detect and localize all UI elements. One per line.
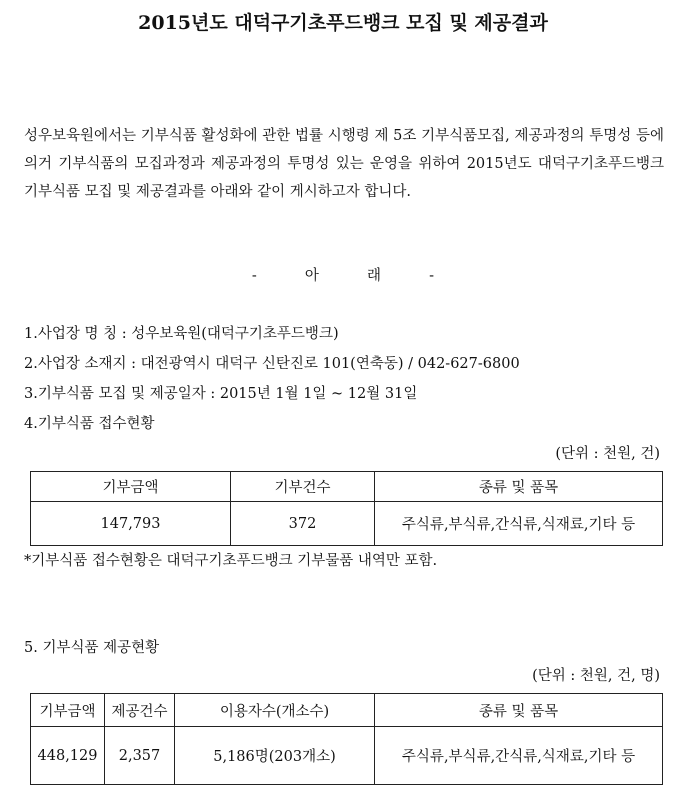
provision-cell-items: 주식류,부식류,간식류,식재료,기타 등 <box>375 727 663 785</box>
document-title: 2015년도 대덕구기초푸드뱅크 모집 및 제공결과 <box>138 12 548 34</box>
provision-header-count: 제공건수 <box>105 694 175 727</box>
item-period: 3.기부식품 모집 및 제공일자 : 2015년 1월 1일 ~ 12월 31일 <box>24 386 418 402</box>
item-provision-heading: 5. 기부식품 제공현황 <box>24 640 160 656</box>
receipt-unit-label: (단위 : 천원, 건) <box>555 446 660 462</box>
item-business-address: 2.사업장 소재지 : 대전광역시 대덕구 신탄진로 101(연축동) / 042-627-6800 <box>24 356 520 372</box>
provision-cell-users: 5,186명(203개소) <box>175 727 375 785</box>
provision-cell-amount: 448,129 <box>31 727 105 785</box>
receipt-cell-amount: 147,793 <box>31 502 231 546</box>
provision-header-amount: 기부금액 <box>31 694 105 727</box>
receipt-header-items: 종류 및 품목 <box>375 472 663 502</box>
receipt-header-amount: 기부금액 <box>31 472 231 502</box>
item-business-name: 1.사업장 명 칭 : 성우보육원(대덕구기초푸드뱅크) <box>24 326 339 342</box>
receipt-table <box>30 471 663 546</box>
receipt-cell-items: 주식류,부식류,간식류,식재료,기타 등 <box>375 502 663 546</box>
receipt-header-count: 기부건수 <box>231 472 375 502</box>
below-heading: - 아 래 - <box>251 268 435 284</box>
provision-cell-count: 2,357 <box>105 727 175 785</box>
provision-header-users: 이용자수(개소수) <box>175 694 375 727</box>
item-receipt-heading: 4.기부식품 접수현황 <box>24 416 155 432</box>
provision-table <box>30 693 663 785</box>
provision-unit-label: (단위 : 천원, 건, 명) <box>532 668 660 684</box>
provision-header-items: 종류 및 품목 <box>375 694 663 727</box>
receipt-note: *기부식품 접수현황은 대덕구기초푸드뱅크 기부물품 내역만 포함. <box>24 553 438 569</box>
intro-paragraph: 성우보육원에서는 기부식품 활성화에 관한 법률 시행령 제 5조 기부식품모집, 제공과정의 투명성 등에 의거 기부식품의 모집과정과 제공과정의 투명성 있는 운영을 위하여 2015년도 대덕구기초푸드뱅크 기부식품 모집 및 제공결과를 아래와 같이 게시하고자 합니다. <box>24 128 664 200</box>
receipt-cell-count: 372 <box>231 502 375 546</box>
